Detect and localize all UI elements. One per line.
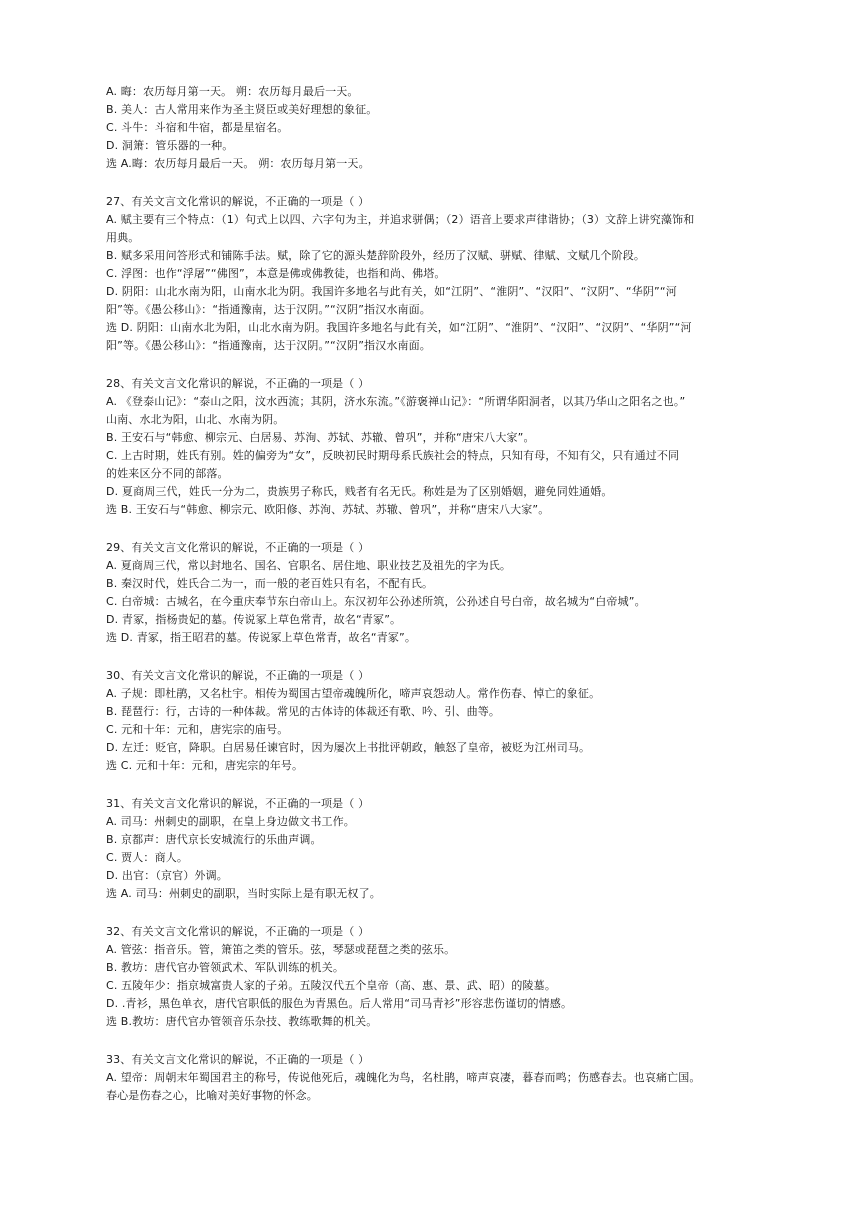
text-line: 29、有关文言文化常识的解说，不正确的一项是（ ） (106, 541, 370, 554)
document-body (106, 83, 766, 1105)
spacer (106, 355, 766, 375)
text-line: 33、有关文言文化常识的解说，不正确的一项是（ ） (106, 1053, 370, 1066)
text-line: 选 D. 青冢，指王昭君的墓。传说冢上草色常青，故名“青冢”。 (106, 631, 417, 644)
question-block (106, 193, 766, 355)
text-line: 选 B. 王安石与“韩愈、柳宗元、欧阳修、苏洵、苏轼、苏辙、曾巩”，并称“唐宋八大家”。 (106, 503, 550, 516)
text-line: B. 赋多采用问答形式和铺陈手法。赋，除了它的源头楚辞阶段外，经历了汉赋、骈赋、律赋、文赋几个阶段。 (106, 249, 646, 262)
text-line: D. 青冢，指杨贵妃的墓。传说冢上草色常青，故名“青冢”。 (106, 613, 402, 626)
question-block (106, 667, 766, 775)
text-line: 32、有关文言文化常识的解说，不正确的一项是（ ） (106, 925, 370, 938)
text-line: C. 元和十年：元和，唐宪宗的庙号。 (106, 723, 289, 736)
text-line: A. 司马：州刺史的副职，在皇上身边做文书工作。 (106, 815, 355, 828)
text-line: A. 晦：农历每月第一天。 朔：农历每月最后一天。 (106, 85, 359, 98)
question-block (106, 795, 766, 903)
text-line: 选 A.晦：农历每月最后一天。 朔：农历每月第一天。 (106, 157, 370, 170)
text-line: 用典。 (106, 231, 140, 244)
text-line: C. 五陵年少：指京城富贵人家的子弟。五陵汉代五个皇帝（高、惠、景、武、昭）的陵墓。 (106, 979, 556, 992)
spacer (106, 775, 766, 795)
text-line: A. 赋主要有三个特点：（1）句式上以四、六字句为主，并追求骈偶；（2）语音上要求声律谐协；（3）文辞上讲究藻饰和 (106, 213, 695, 226)
text-line: D. 左迁：贬官，降职。白居易任谏官时，因为屡次上书批评朝政，触怒了皇帝，被贬为江州司马。 (106, 741, 591, 754)
spacer (106, 647, 766, 667)
text-line: 选 A. 司马：州刺史的副职，当时实际上是有职无权了。 (106, 887, 381, 900)
text-line: 31、有关文言文化常识的解说，不正确的一项是（ ） (106, 797, 370, 810)
text-line: 的姓来区分不同的部落。 (106, 467, 229, 480)
text-line: C. 上古时期，姓氏有别。姓的偏旁为“女”，反映初民时期母系氏族社会的特点，只知有母，不知有父，只有通过不同 (106, 449, 680, 462)
text-line: C. 斗牛：斗宿和牛宿，都是星宿名。 (106, 121, 289, 134)
spacer (106, 1031, 766, 1051)
text-line: A. 管弦：指音乐。管，箫笛之类的管乐。弦，琴瑟或琵琶之类的弦乐。 (106, 943, 456, 956)
text-line: C. 浮图：也作“浮屠”“佛图”，本意是佛或佛教徒，也指和尚、佛塔。 (106, 267, 446, 280)
text-line: 28、有关文言文化常识的解说，不正确的一项是（ ） (106, 377, 370, 390)
text-line: D. 洞箫：管乐器的一种。 (106, 139, 234, 152)
text-line: C. 白帝城：古城名，在今重庆奉节东白帝山上。东汉初年公孙述所筑，公孙述自号白帝，故名城为“白帝城”。 (106, 595, 646, 608)
intro-options (106, 83, 766, 173)
text-line: 春心是伤春之心，比喻对美好事物的怀念。 (106, 1089, 318, 1102)
text-line: B. 教坊：唐代官办管领武术、军队训练的机关。 (106, 961, 344, 974)
question-block (106, 923, 766, 1031)
spacer (106, 903, 766, 923)
text-line: 阳”等。《愚公移山》：“指通豫南，达于汉阴。”“汉阴”指汉水南面。 (106, 339, 431, 352)
text-line: A. 望帝：周朝末年蜀国君主的称号，传说他死后，魂魄化为鸟，名杜鹃，啼声哀凄，暮春而鸣；伤感春去。也哀痛亡国。 (106, 1071, 701, 1084)
text-line: 选 C. 元和十年：元和，唐宪宗的年号。 (106, 759, 304, 772)
question-block (106, 375, 766, 519)
text-line: 选 B.教坊：唐代官办管领音乐杂技、教练歌舞的机关。 (106, 1015, 378, 1028)
text-line: 选 D. 阴阳：山南水北为阳，山北水南为阴。我国许多地名与此有关，如“江阴”、“淮阴”、“汉阳”、“汉阴”、“华阴”“河 (106, 321, 692, 334)
text-line: C. 贾人：商人。 (106, 851, 189, 864)
text-line: B. 琵琶行：行，古诗的一种体裁。常见的古体诗的体裁还有歌、吟、引、曲等。 (106, 705, 501, 718)
text-line: B. 秦汉时代，姓氏合二为一，而一般的老百姓只有名，不配有氏。 (106, 577, 434, 590)
spacer (106, 173, 766, 193)
text-line: A. 《登泰山记》：“泰山之阳，汶水西流；其阴，济水东流。”《游褒禅山记》：“所谓华阳洞者，以其乃华山之阳名之也。” (106, 395, 686, 408)
text-line: 27、有关文言文化常识的解说，不正确的一项是（ ） (106, 195, 370, 208)
text-line: D. 出官：（京官）外调。 (106, 869, 228, 882)
text-line: 阳”等。《愚公移山》：“指通豫南，达于汉阴。”“汉阴”指汉水南面。 (106, 303, 431, 316)
text-line: D. .青衫，黑色单衣，唐代官职低的服色为青黑色。后人常用“司马青衫”形容悲伤谨切的情感。 (106, 997, 573, 1010)
text-line: D. 阴阳：山北水南为阳，山南水北为阴。我国许多地名与此有关，如“江阴”、“淮阴”、“汉阳”、“汉阴”、“华阴”“河 (106, 285, 677, 298)
text-line: 山南、水北为阳，山北、水南为阴。 (106, 413, 285, 426)
text-line: B. 美人：古人常用来作为圣主贤臣或美好理想的象征。 (106, 103, 378, 116)
question-block (106, 539, 766, 647)
text-line: 30、有关文言文化常识的解说，不正确的一项是（ ） (106, 669, 370, 682)
question-block (106, 1051, 766, 1105)
text-line: B. 王安石与“韩愈、柳宗元、白居易、苏洵、苏轼、苏辙、曾巩”，并称“唐宋八大家”。 (106, 431, 535, 444)
text-line: D. 夏商周三代，姓氏一分为二，贵族男子称氏，贱者有名无氏。称姓是为了区别婚姻，避免同姓通婚。 (106, 485, 613, 498)
text-line: A. 夏商周三代，常以封地名、国名、官职名、居住地、职业技艺及祖先的字为氏。 (106, 559, 512, 572)
spacer (106, 519, 766, 539)
text-line: A. 子规：即杜鹃，又名杜宇。相传为蜀国古望帝魂魄所化，啼声哀怨动人。常作伤春、悼亡的象征。 (106, 687, 601, 700)
text-line: B. 京都声：唐代京长安城流行的乐曲声调。 (106, 833, 322, 846)
